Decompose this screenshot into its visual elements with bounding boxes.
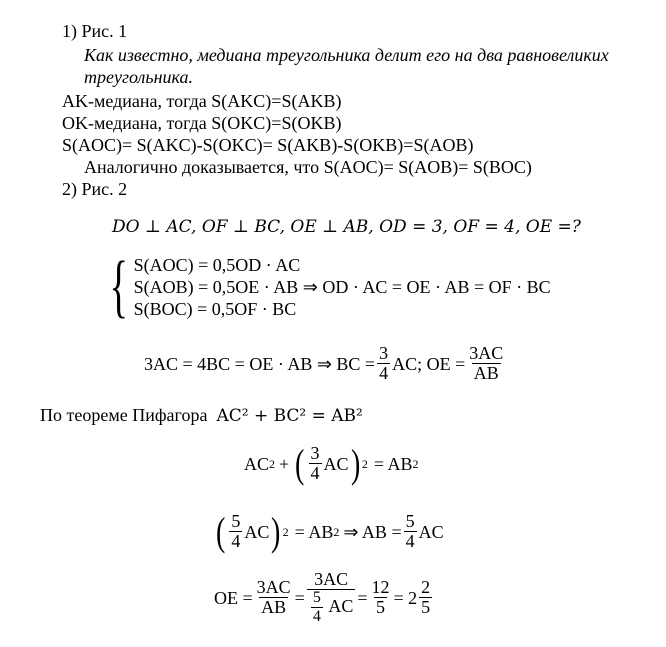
eq4-eq2: = — [357, 587, 368, 608]
eq3-ac: AC — [244, 522, 270, 542]
eq2-paren-open: ( — [295, 441, 305, 486]
pythagoras-label: По теореме Пифагора — [40, 405, 208, 425]
eq2-paren-close: ) — [350, 441, 360, 486]
equation-bc-oe — [144, 344, 507, 384]
eq3-sup: 2 — [282, 525, 289, 539]
pythagoras-formula: AC² + BC² = AB² — [216, 406, 363, 426]
eq3-fraction: $\frac{5}{4}$ — [231, 511, 241, 552]
eq3-mid: = AB — [294, 522, 334, 542]
given-conditions: DO ⊥ AC, OF ⊥ BC, OE ⊥ AB, OD = 3, OF = 4, OE =? — [112, 217, 581, 237]
equation-ab — [214, 509, 444, 554]
equation-pythag-substituted — [244, 441, 419, 486]
pythagoras-line — [40, 406, 363, 425]
item-2-heading: 2) Рис. 2 — [62, 179, 128, 199]
item-1-heading: 1) Рис. 1 — [62, 21, 128, 41]
eq1-mid: AC; OE = — [392, 353, 466, 374]
system-brace: { — [109, 248, 129, 325]
eq2-rhs-sup: 2 — [412, 457, 419, 471]
eq3-acb: AC — [418, 522, 444, 542]
eq2-outer-sup: 2 — [361, 457, 368, 471]
median-fact-line2: треугольника. — [84, 67, 193, 87]
fraction-3-4: $\frac{3}{4}$ — [379, 343, 389, 383]
eq4-inner-frac: $\frac{5}{4}$ — [312, 588, 321, 625]
eq1-left: 3AC = 4BC = OE · AB ⇒ BC = — [144, 353, 376, 374]
eq4-eq3: = 2 — [393, 587, 418, 608]
system-eq-boc: S(BOC) = 0,5OF · BC — [133, 299, 297, 319]
eq2-ac-in: AC — [323, 454, 349, 474]
eq4-frac2: 3AC $\frac{5}{4}$ AC — [307, 570, 356, 625]
eq2-fraction: $\frac{3}{4}$ — [310, 443, 320, 484]
ok-median-line: OK-медиана, тогда S(OKC)=S(OKB) — [62, 113, 342, 133]
eq2-rhs: = AB — [373, 454, 413, 474]
system-eq-aob: S(AOB) = 0,5OE · AB ⇒ OD · AC = OE · AB = OF · BC — [133, 277, 551, 297]
eq4-eq1: = — [294, 587, 305, 608]
eq3-paren-close: ) — [271, 509, 281, 554]
eq3-sup2: 2 — [333, 525, 340, 539]
area-difference-line: S(AOC)= S(AKC)-S(OKC)= S(AKB)-S(OKB)=S(AOB) — [62, 135, 474, 155]
eq2-plus: + — [279, 454, 290, 474]
eq2-ac: AC — [244, 454, 270, 474]
analog-proof-line: Аналогично доказывается, что S(AOC)= S(AOB)= S(BOC) — [84, 157, 532, 177]
eq4-frac3: $\frac{12}{5}$ — [371, 576, 390, 617]
eq4-oe: OE = — [214, 587, 253, 608]
median-fact-line1: Как известно, медиана треугольника делит его на два равновеликих — [84, 45, 609, 65]
eq3-then: ⇒ AB = — [343, 522, 402, 542]
equation-oe-result — [214, 570, 434, 625]
eq3-paren-open: ( — [215, 509, 226, 554]
fraction-3ac-ab: $\frac{3AC}{AB}$ — [469, 343, 504, 383]
eq2-sup: 2 — [269, 457, 276, 471]
system-eq-aoc: S(AOC) = 0,5OD · AC — [133, 255, 301, 275]
eq4-frac4: $\frac{2}{5}$ — [421, 576, 431, 617]
area-system — [102, 248, 551, 325]
eq4-frac2-den: $\frac{5}{4}$ AC — [307, 589, 356, 625]
eq3-fraction-b: $\frac{5}{4}$ — [405, 511, 415, 552]
eq4-frac1: $\frac{3AC}{AB}$ — [256, 576, 291, 617]
ak-median-line: AK-медиана, тогда S(AKC)=S(AKB) — [62, 91, 342, 111]
